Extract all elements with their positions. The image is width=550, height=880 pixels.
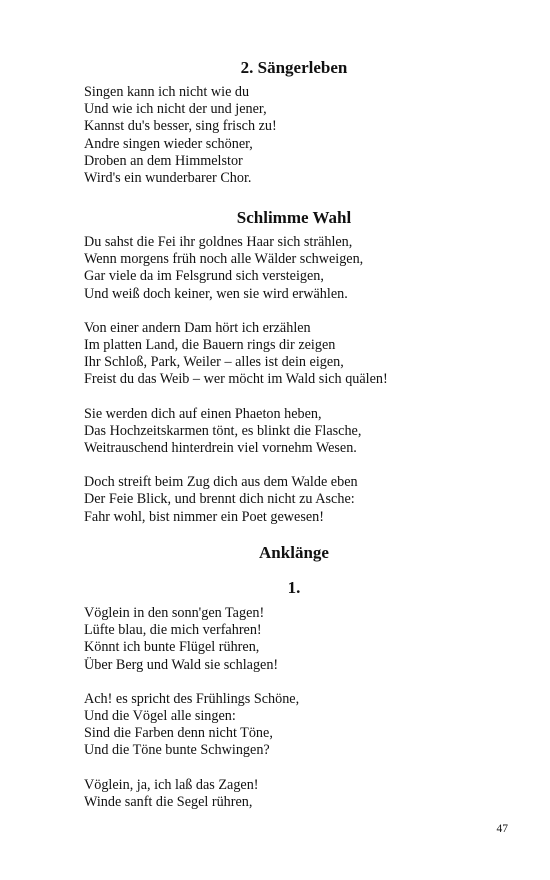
verse-line: Vöglein, ja, ich laß das Zagen! [84, 776, 259, 793]
verse-line: Vöglein in den sonn'gen Tagen! [84, 605, 265, 621]
verse-line: Fahr wohl, bist nimmer ein Poet gewesen! [84, 508, 324, 525]
verse-line: Könnt ich bunte Flügel rühren, [84, 639, 260, 656]
verse-line: Und die Vögel alle singen: [84, 708, 236, 725]
stanza [84, 474, 504, 526]
stanza [84, 777, 504, 811]
verse-line: Lüfte blau, die mich verfahren! [84, 622, 262, 639]
verse-line: Winde sanft die Segel rühren, [84, 793, 253, 810]
verse-line: Von einer andern Dam hört ich erzählen [84, 319, 311, 336]
verse-line: Ihr Schloß, Park, Weiler – alles ist dein eigen, [84, 354, 344, 371]
verse-line: Kannst du's besser, sing frisch zu! [84, 118, 277, 135]
poem-title: 2. Sängerleben [240, 58, 348, 77]
verse-line: Wird's ein wunderbarer Chor. [84, 170, 252, 187]
stanza [84, 84, 504, 187]
stanza [84, 605, 504, 674]
verse-line: Du sahst die Fei ihr goldnes Haar sich strählen, [84, 234, 353, 250]
verse-line: Andre singen wieder schöner, [84, 135, 253, 152]
poem-body [84, 234, 504, 543]
verse-line: Im platten Land, die Bauern rings dir zeigen [84, 337, 336, 354]
verse-line: Ach! es spricht des Frühlings Schöne, [84, 690, 300, 707]
verse-line: Das Hochzeitskarmen tönt, es blinkt die Flasche, [84, 422, 362, 439]
verse-line: Gar viele da im Felsgrund sich versteigen, [84, 268, 324, 285]
verse-line: Freist du das Weib – wer möcht im Wald sich quälen! [84, 371, 388, 388]
verse-line: Und weiß doch keiner, wen sie wird erwählen. [84, 285, 348, 302]
verse-line: Der Feie Blick, und brennt dich nicht zu Asche: [84, 491, 355, 508]
poem-title: Schlimme Wahl [236, 208, 352, 227]
page-number: 47 [496, 823, 508, 835]
verse-line: Singen kann ich nicht wie du [84, 84, 250, 100]
verse-line: Wenn morgens früh noch alle Wälder schweigen, [84, 251, 364, 268]
verse-line: Und die Töne bunte Schwingen? [84, 742, 270, 759]
verse-line: Droben an dem Himmelstor [84, 152, 243, 169]
poem-body [84, 605, 504, 828]
stanza [84, 320, 504, 389]
poem-title: Anklänge [259, 543, 329, 562]
verse-line: Sie werden dich auf einen Phaeton heben, [84, 405, 322, 422]
stanza [84, 691, 504, 760]
verse-line: Doch streift beim Zug dich aus dem Walde eben [84, 474, 358, 491]
verse-line: Über Berg und Wald sie schlagen! [84, 656, 279, 673]
verse-line: Weitrauschend hinterdrein viel vornehm Wesen. [84, 440, 357, 457]
verse-line: Und wie ich nicht der und jener, [84, 101, 267, 118]
stanza [84, 234, 504, 303]
poem-subtitle: 1. [287, 578, 301, 597]
stanza [84, 406, 504, 458]
verse-line: Sind die Farben denn nicht Töne, [84, 725, 273, 742]
poem-body [84, 84, 504, 204]
